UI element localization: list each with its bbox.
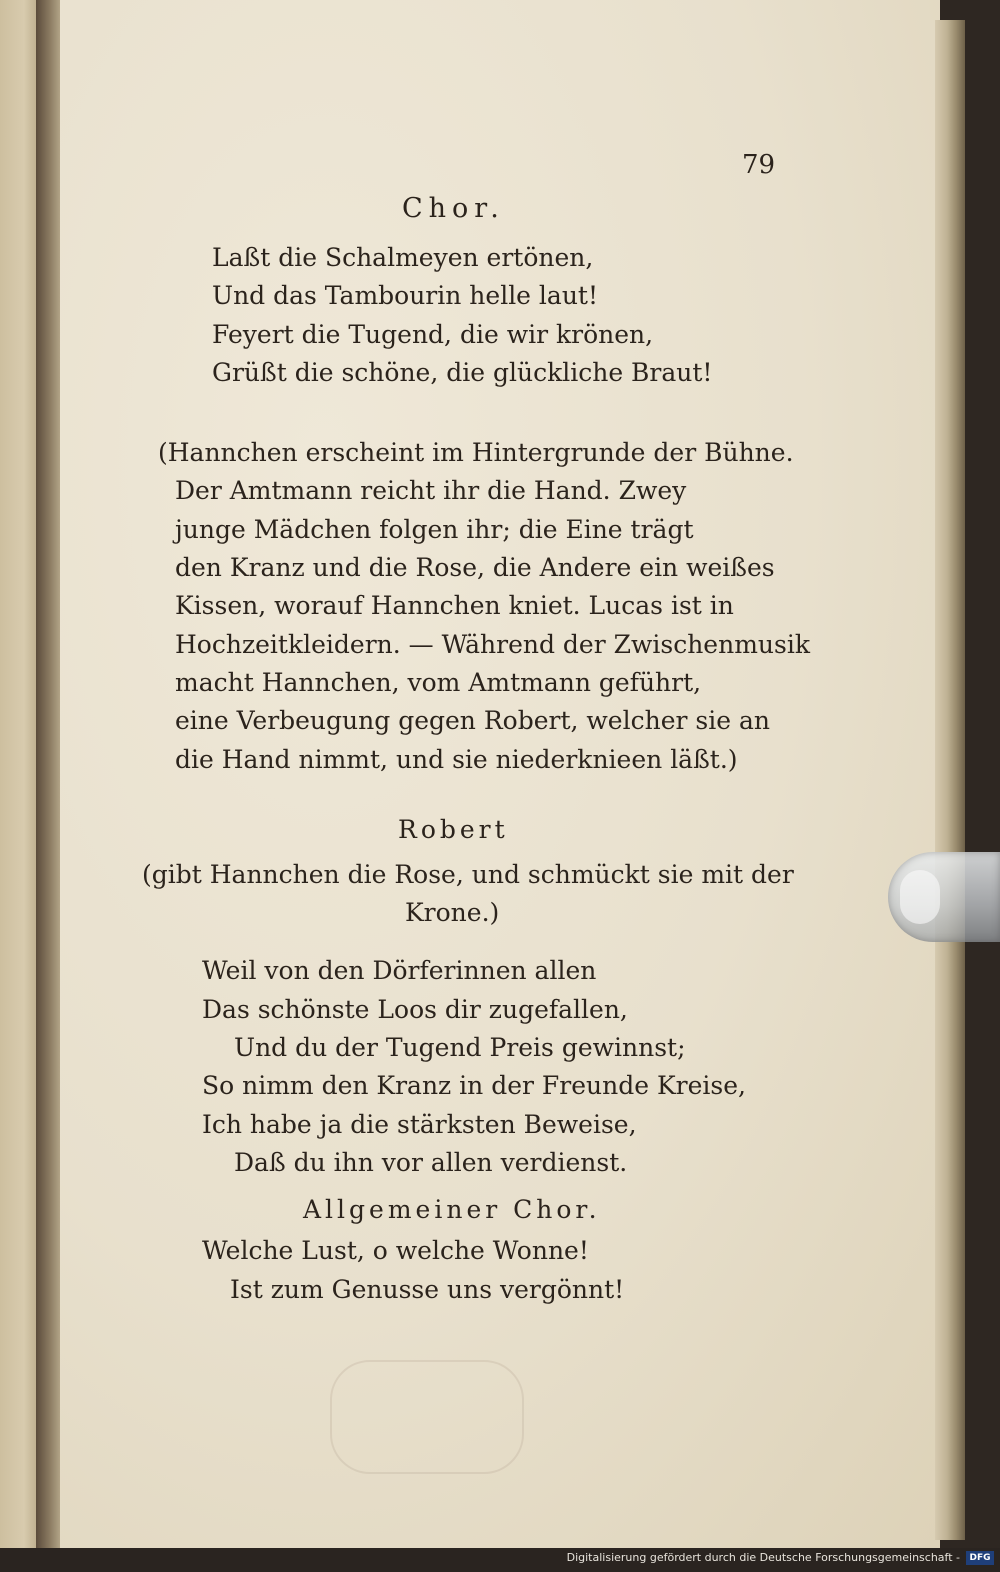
page-clip-highlight xyxy=(900,870,940,924)
chorus-line: Und das Tambourin helle laut! xyxy=(212,281,599,310)
digitization-credit: Digitalisierung gefördert durch die Deutsche Forschungsgemeinschaft - xyxy=(566,1551,960,1564)
stage-direction-line: die Hand nimmt, und sie niederknieen läßt.) xyxy=(175,745,738,774)
book-page xyxy=(60,0,940,1548)
robert-line: Das schönste Loos dir zugefallen, xyxy=(202,995,628,1024)
chorus-line: Grüßt die schöne, die glückliche Braut! xyxy=(212,358,713,387)
faint-library-stamp xyxy=(330,1360,524,1474)
dfg-logo: DFG xyxy=(966,1551,994,1565)
stage-direction-line: (Hannchen erscheint im Hintergrunde der Bühne. xyxy=(158,438,794,467)
stage-direction-line: junge Mädchen folgen ihr; die Eine trägt xyxy=(175,515,694,544)
robert-line: Weil von den Dörferinnen allen xyxy=(202,956,597,985)
page-number: 79 xyxy=(742,150,776,180)
stage-direction-line: Hochzeitkleidern. — Während der Zwischenmusik xyxy=(175,630,810,659)
speaker-direction-line: (gibt Hannchen die Rose, und schmückt sie mit der xyxy=(142,860,794,889)
general-chorus-line: Ist zum Genusse uns vergönnt! xyxy=(230,1275,625,1304)
page-clip xyxy=(888,852,1000,942)
stage-direction-line: eine Verbeugung gegen Robert, welcher sie an xyxy=(175,706,770,735)
page-stack-edge xyxy=(935,20,965,1540)
robert-line: Daß du ihn vor allen verdienst. xyxy=(234,1148,628,1177)
stage-direction-line: macht Hannchen, vom Amtmann geführt, xyxy=(175,668,702,697)
general-chorus-line: Welche Lust, o welche Wonne! xyxy=(202,1236,589,1265)
robert-line: Ich habe ja die stärksten Beweise, xyxy=(202,1110,637,1139)
general-chorus-heading: Allgemeiner Chor. xyxy=(303,1195,601,1224)
speaker-name: Robert xyxy=(398,815,509,844)
stage-direction-line: den Kranz und die Rose, die Andere ein weißes xyxy=(175,553,775,582)
chorus-heading: Chor. xyxy=(402,193,505,224)
speaker-direction-line: Krone.) xyxy=(405,898,500,927)
robert-line: So nimm den Kranz in der Freunde Kreise, xyxy=(202,1071,746,1100)
robert-line: Und du der Tugend Preis gewinnst; xyxy=(234,1033,686,1062)
chorus-line: Feyert die Tugend, die wir krönen, xyxy=(212,320,654,349)
stage-direction-line: Kissen, worauf Hannchen kniet. Lucas ist in xyxy=(175,591,734,620)
left-page-edge xyxy=(0,0,40,1572)
chorus-line: Laßt die Schalmeyen ertönen, xyxy=(212,243,594,272)
stage-direction-line: Der Amtmann reicht ihr die Hand. Zwey xyxy=(175,476,687,505)
